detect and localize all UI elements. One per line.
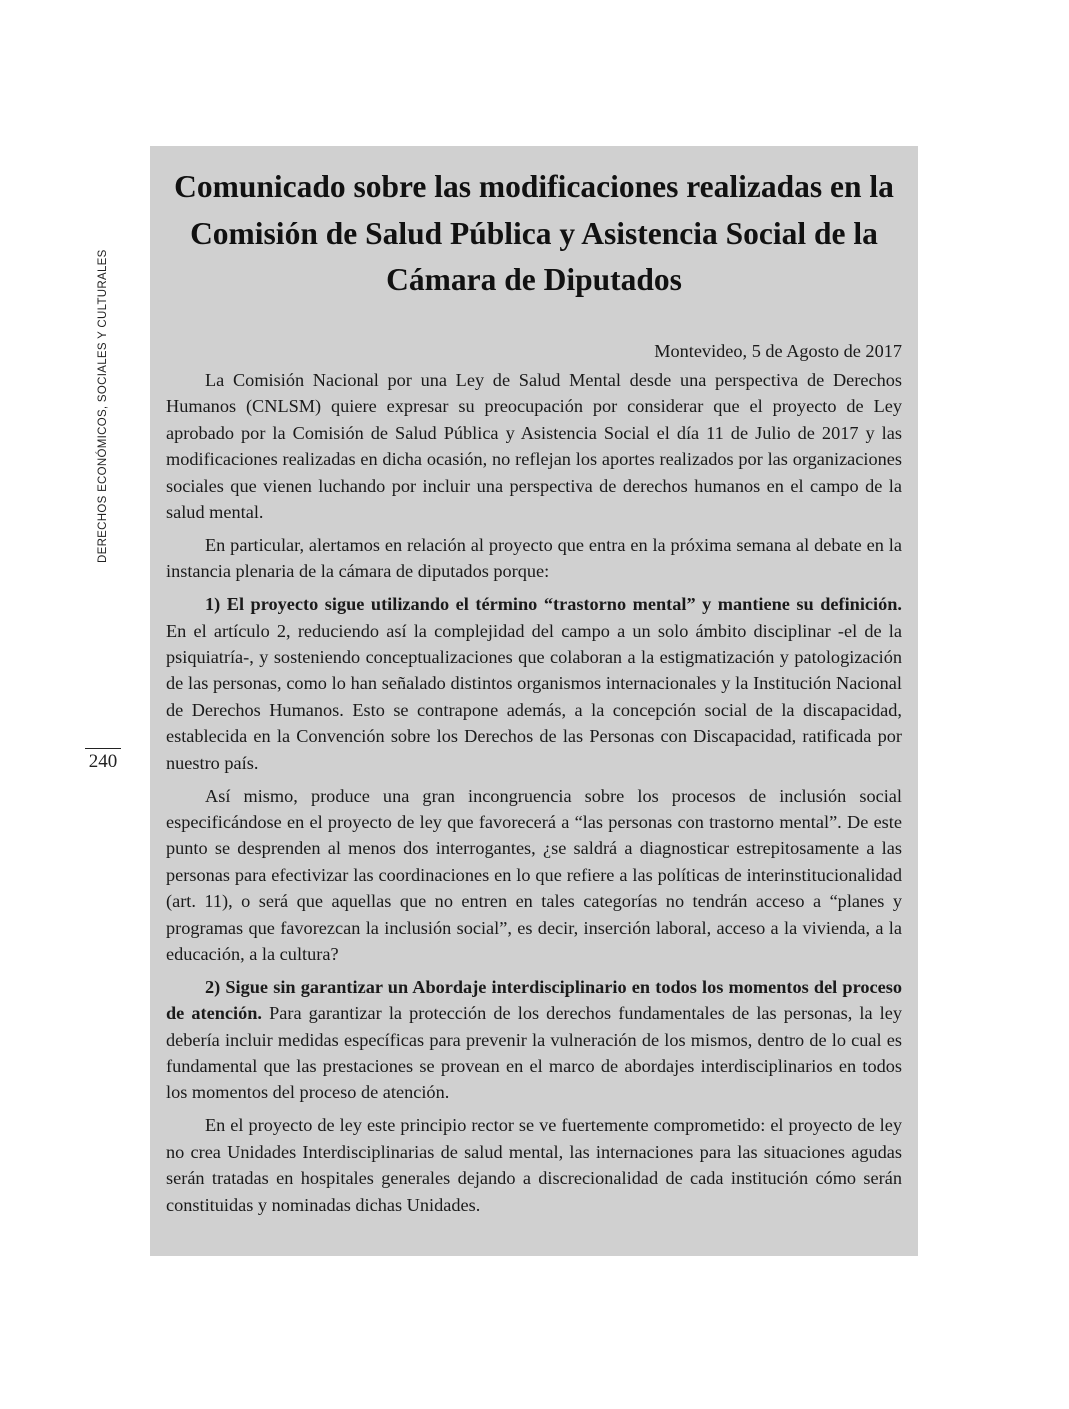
page-number: 240 — [88, 751, 118, 772]
communique-title: Comunicado sobre las modificaciones realizadas en la Comisión de Salud Pública y Asistencia Social de la Cámara de Diputados — [174, 169, 894, 297]
paragraph-5-lead: 2) Sigue sin garantizar un Abordaje interdisciplinario en todos los momentos del proceso de atención. — [166, 976, 902, 1024]
paragraph-2 — [166, 532, 902, 585]
communique-box — [150, 146, 918, 1256]
paragraph-4-text: Así mismo, produce una gran incongruencia sobre los procesos de inclusión social especificándose en el proyecto de ley que favorecerá a “las personas con trastorno mental”. De este punto se desprenden al menos dos interrogantes, ¿se saldrá a diagnosticar estrepitosamente a las personas para efectivizar las coordinaciones en lo que refiere a las políticas de interinstitucionalidad (art. 11), o será que aquellas que no entren en tales categorías no tendrán acceso a “planes y programas que favorezcan la inclusión social”, es decir, inserción laboral, acceso a la vivienda, a la educación, a la cultura? — [166, 785, 902, 964]
paragraph-3 — [166, 591, 902, 776]
paragraph-5 — [166, 974, 902, 1106]
running-header-vertical: DERECHOS ECONÓMICOS, SOCIALES Y CULTURALES — [97, 249, 109, 563]
paragraph-3-text: En el artículo 2, reduciendo así la complejidad del campo a un solo ámbito disciplinar -el de la psiquiatría-, y sosteniendo conceptualizaciones que colaboran a la estigmatización y patologización de las personas, como lo han señalado distintos organismos internacionales y la Institución Nacional de Derechos Humanos. Esto se contrapone además, a la concepción social de la discapacidad, establecida en la Convención sobre los Derechos de las Personas con Discapacidad, ratificada por nuestro país. — [166, 620, 902, 773]
paragraph-5-text: Para garantizar la protección de los derechos fundamentales de las personas, la ley debería incluir medidas específicas para prevenir la vulneración de los mismos, dentro de lo cual es fundamental que las prestaciones se provean en el marco de abordajes interdisciplinarios en todos los momentos del proceso de atención. — [166, 1003, 902, 1103]
paragraph-6-text: En el proyecto de ley este principio rector se ve fuertemente comprometido: el proyecto de ley no crea Unidades Interdisciplinarias de salud mental, las internaciones para las situaciones agudas serán tratadas en hospitales generales dejando a discrecionalidad de cada institución cómo serán constituidas y nominadas dichas Unidades. — [166, 1115, 902, 1215]
paragraph-1-text: La Comisión Nacional por una Ley de Salud Mental desde una perspectiva de Derechos Humanos (CNLSM) quiere expresar su preocupación por considerar que el proyecto de Ley aprobado por la Comisión de Salud Pública y Asistencia Social el día 11 de Julio de 2017 y las modificaciones realizadas en dicha ocasión, no reflejan los aportes realizados por las organizaciones sociales que vienen luchando por incluir una perspectiva de derechos humanos en el campo de la salud mental. — [166, 369, 902, 522]
body-text — [166, 367, 902, 1218]
dateline: Montevideo, 5 de Agosto de 2017 — [654, 340, 902, 361]
page-number-rule — [85, 748, 121, 749]
paragraph-1 — [166, 367, 902, 525]
paragraph-3-lead: 1) El proyecto sigue utilizando el término “trastorno mental” y mantiene su definición. — [205, 594, 902, 615]
paragraph-2-text: En particular, alertamos en relación al proyecto que entra en la próxima semana al debate en la instancia plenaria de la cámara de diputados porque: — [166, 534, 902, 582]
paragraph-4 — [166, 783, 902, 968]
paragraph-6 — [166, 1112, 902, 1218]
